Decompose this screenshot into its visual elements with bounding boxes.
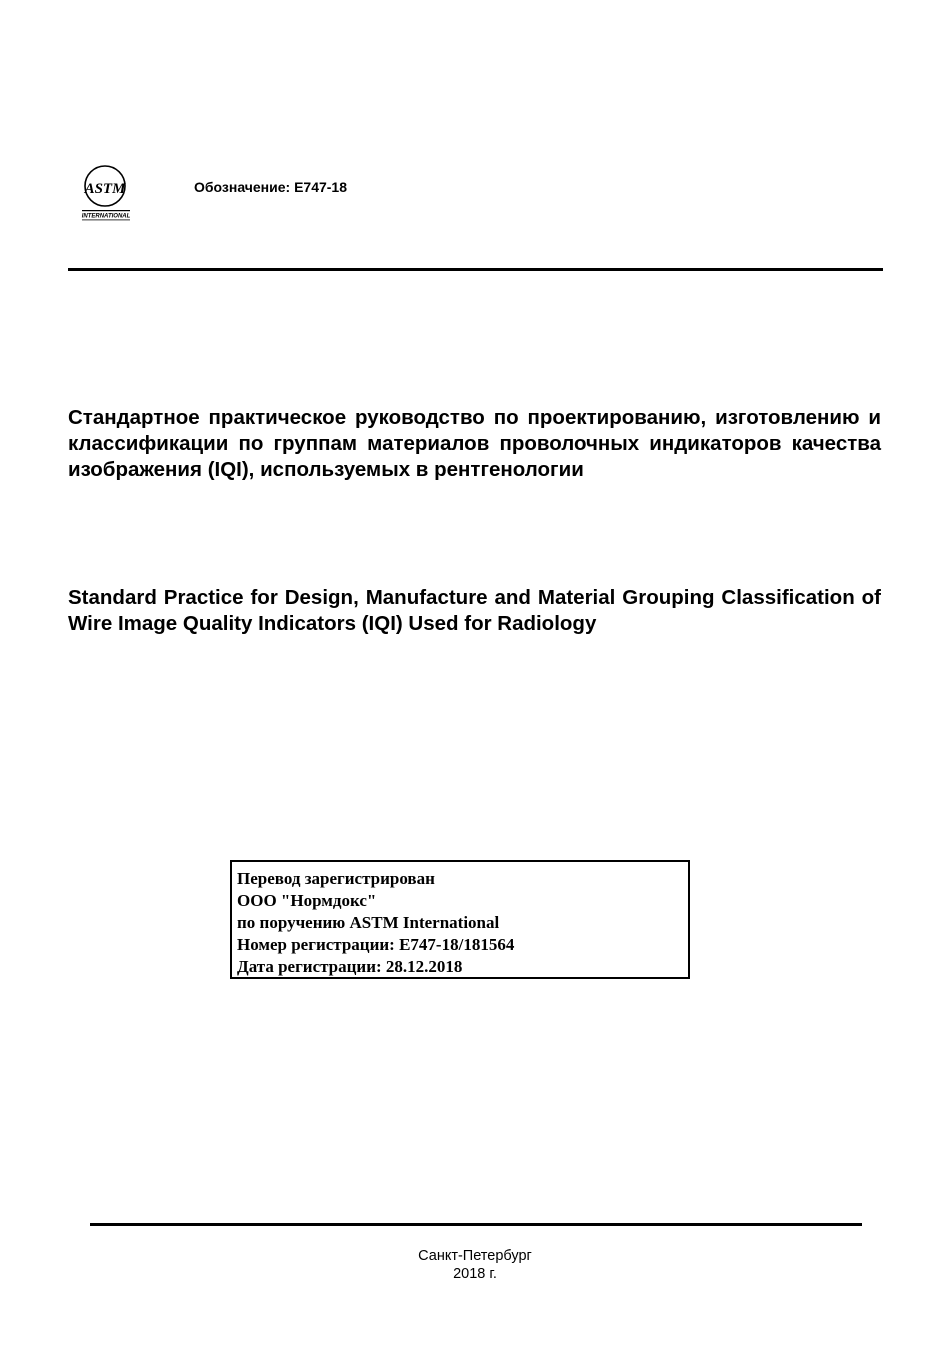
registration-box xyxy=(230,860,690,979)
logo-sublettering: INTERNATIONAL xyxy=(81,213,131,220)
footer xyxy=(0,1247,950,1283)
logo-lettering: ASTM xyxy=(84,181,126,197)
registration-line: Дата регистрации: 28.12.2018 xyxy=(237,957,463,976)
title-russian: Стандартное практическое руководство по проектированию, изготовлению и классификации по группам материалов проволочных индикаторов качества изображения (IQI), используемых в рентгенологии xyxy=(68,406,881,481)
bottom-divider xyxy=(90,1223,862,1226)
astm-logo xyxy=(78,163,134,223)
registration-line: по поручению ASTM International xyxy=(237,913,500,932)
registration-line: Перевод зарегистрирован xyxy=(237,869,435,888)
astm-logo-icon xyxy=(78,163,134,223)
footer-year: 2018 г. xyxy=(453,1266,497,1282)
top-divider xyxy=(68,268,883,271)
title-english: Standard Practice for Design, Manufacture and Material Grouping Classification of Wire Image Quality Indicators (IQI) Used for Radiology xyxy=(68,586,881,635)
footer-city: Санкт-Петербург xyxy=(418,1248,532,1264)
registration-line: Номер регистрации: E747-18/181564 xyxy=(237,935,515,954)
registration-line: ООО "Нормдокс" xyxy=(237,891,377,910)
document-designation: Обозначение: E747-18 xyxy=(194,179,348,195)
